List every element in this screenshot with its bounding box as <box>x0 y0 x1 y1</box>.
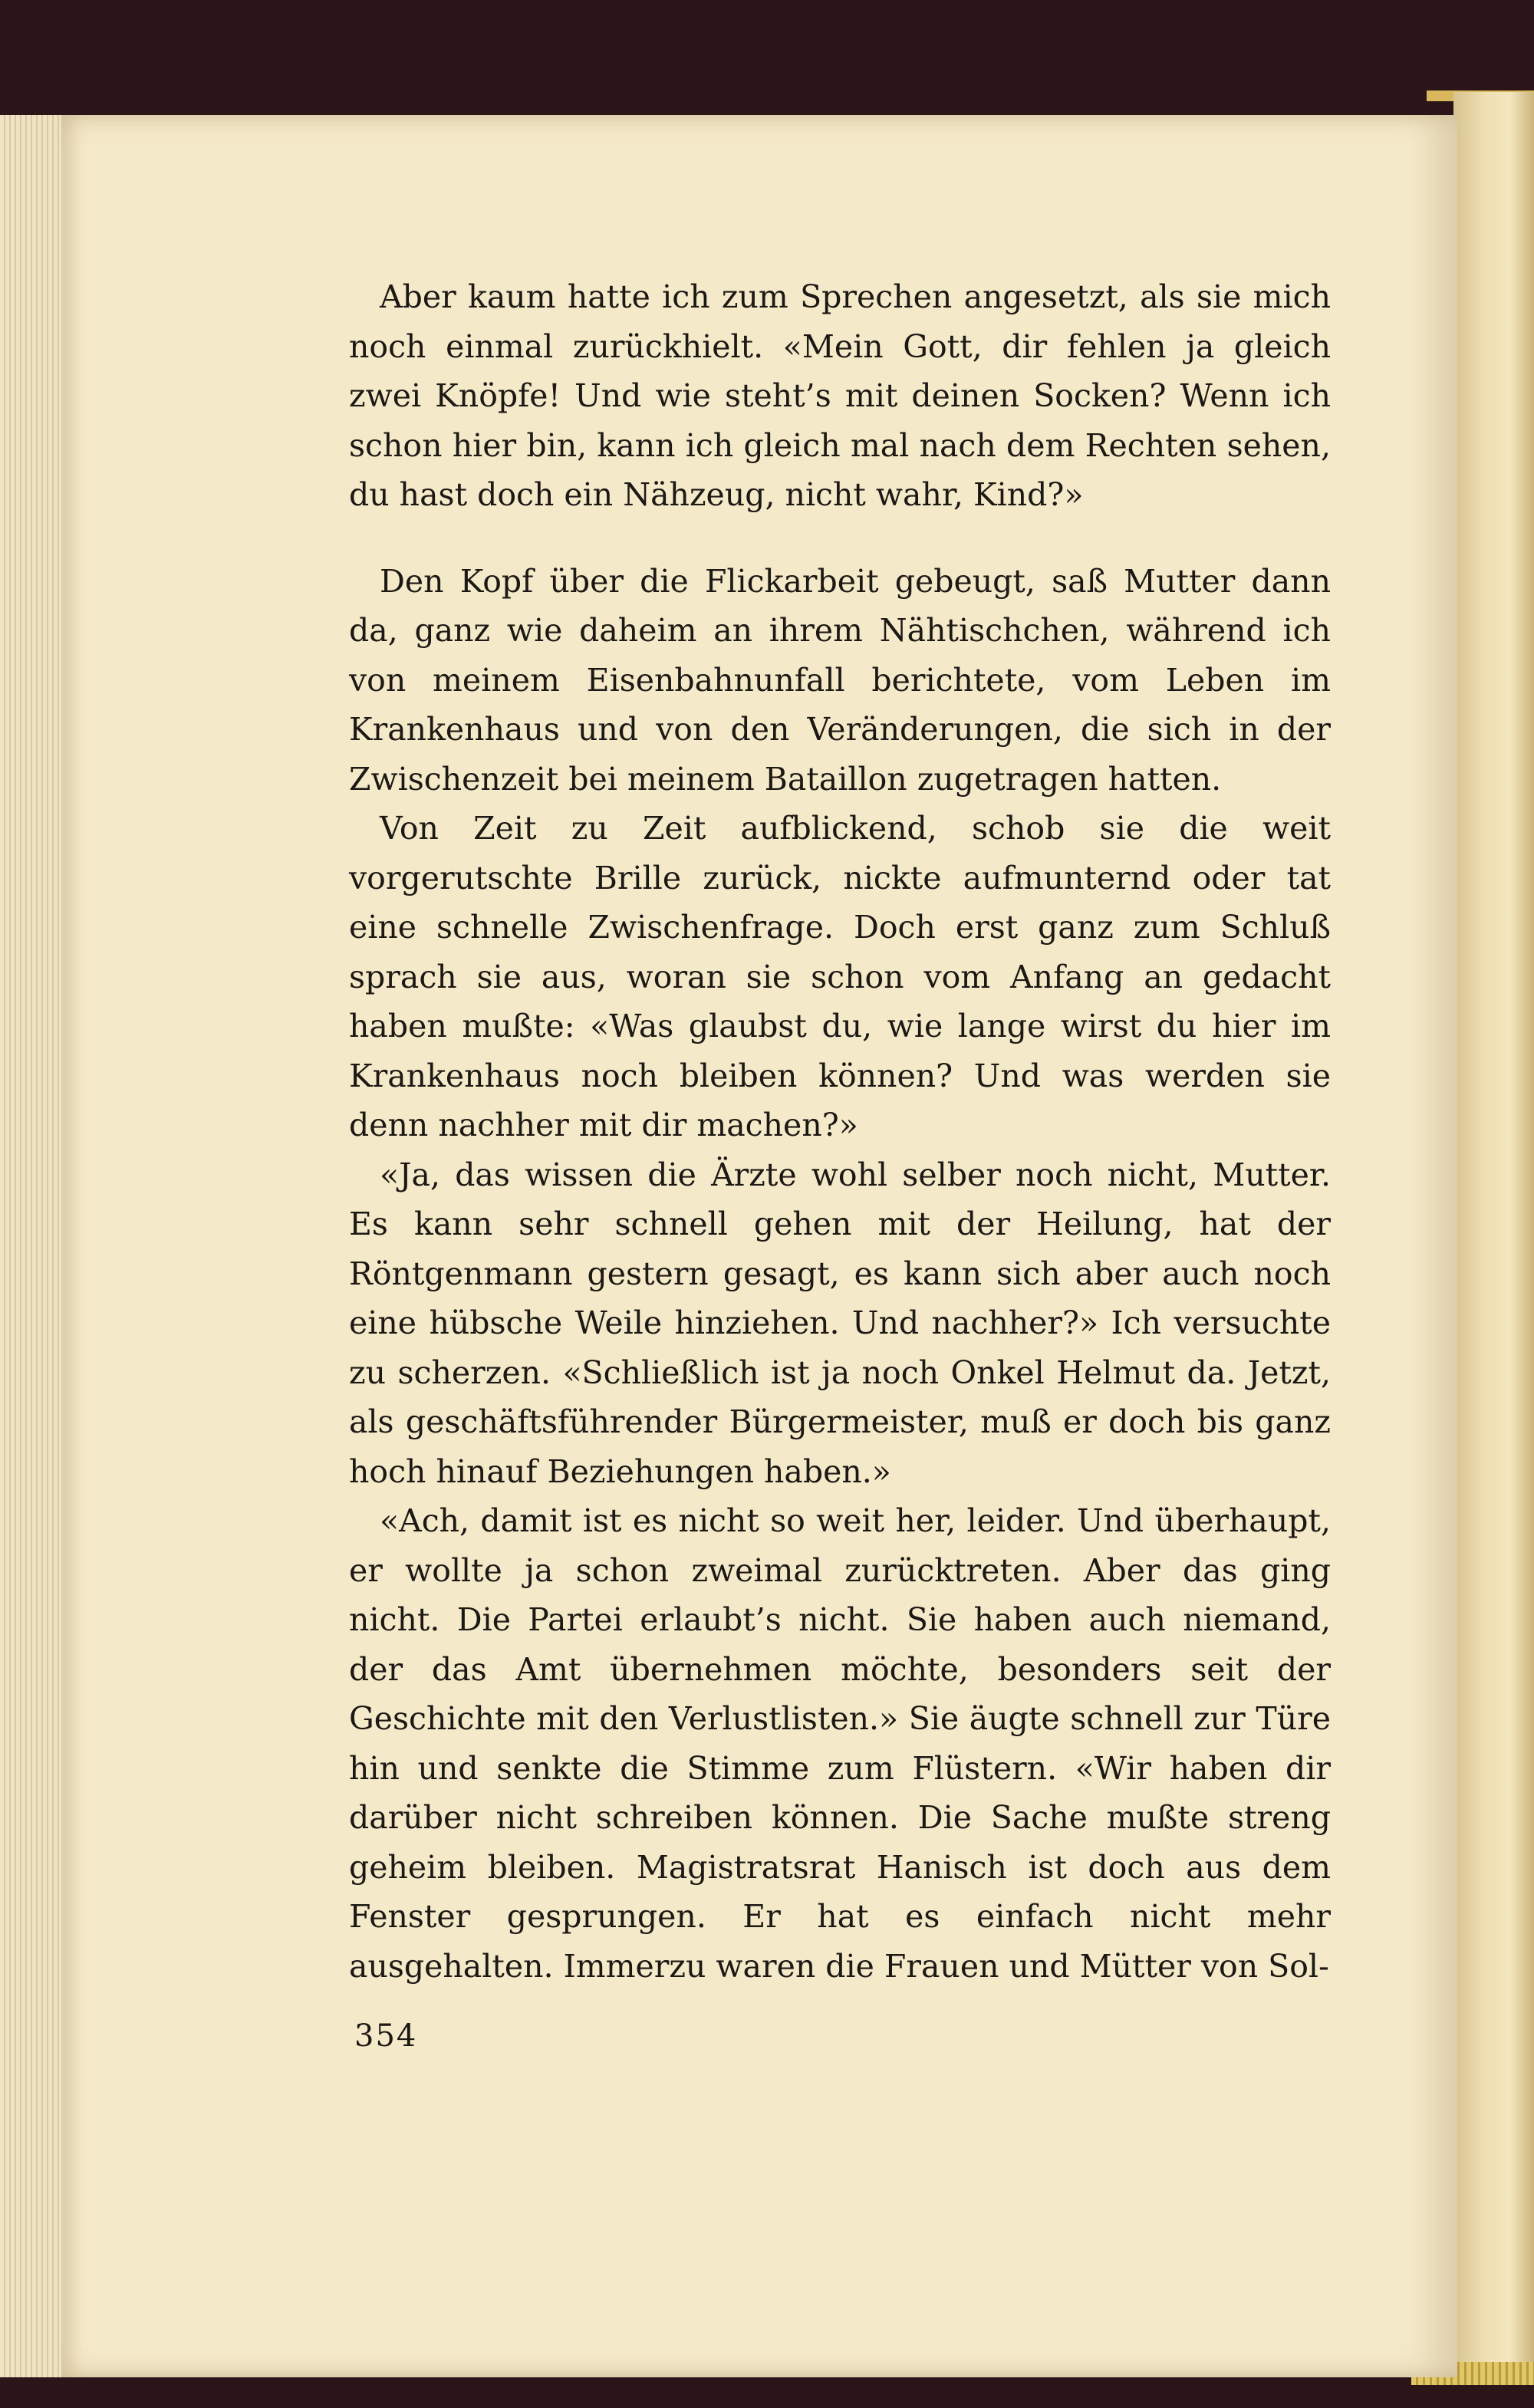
body-text <box>349 272 1331 1991</box>
paragraph-3: Von Zeit zu Zeit aufblickend, schob sie die weit vorgerutschte Brille zurück, nickte aufmunternd oder tat eine schnelle Zwischenfrage. Doch erst ganz zum Schluß sprach sie aus, woran sie schon vom Anfang an gedacht haben mußte: «Was glaubst du, wie lange wirst du hier im Krankenhaus noch bleiben können? Und was werden sie denn nachher mit dir machen?» <box>349 810 1331 1143</box>
book-gutter <box>1453 92 1534 2385</box>
paragraph-2: Den Kopf über die Flickarbeit gebeugt, saß Mutter dann da, ganz wie daheim an ihrem Nähtischchen, während ich von meinem Eisenbahnunfall berichtete, vom Leben im Krankenhaus und von den Veränderungen, die sich in der Zwischenzeit bei meinem Bataillon zugetragen hatten. <box>349 562 1331 798</box>
page-edges-left <box>0 115 71 2377</box>
paragraph-4: «Ja, das wissen die Ärzte wohl selber noch nicht, Mutter. Es kann sehr schnell gehen mit der Heilung, hat der Röntgenmann gestern gesagt, es kann sich aber auch noch eine hübsche Weile hinziehen. Und nachher?» Ich versuchte zu scherzen. «Schließlich ist ja noch Onkel Helmut da. Jetzt, als geschäftsführender Bürgermeister, muß er doch bis ganz hoch hinauf Beziehungen haben.» <box>349 1156 1331 1490</box>
paragraph-1: Aber kaum hatte ich zum Sprechen angesetzt, als sie mich noch einmal zurückhielt. «Mein Gott, dir fehlen ja gleich zwei Knöpfe! Und wie steht’s mit deinen Socken? Wenn ich schon hier bin, kann ich gleich mal nach dem Rechten sehen, du hast doch ein Nähzeug, nicht wahr, Kind?» <box>349 278 1331 513</box>
paragraph-5: «Ach, damit ist es nicht so weit her, leider. Und überhaupt, er wollte ja schon zweimal zurücktreten. Aber das ging nicht. Die Partei erlaubt’s nicht. Sie haben auch niemand, der das Amt übernehmen möchte, besonders seit der Geschichte mit den Verlustlisten.» Sie äugte schnell zur Türe hin und senkte die Stimme zum Flüstern. «Wir haben dir darüber nicht schreiben können. Die Sache mußte streng geheim bleiben. Magistratsrat Hanisch ist doch aus dem Fenster gesprungen. Er hat es einfach nicht mehr ausgehalten. Immerzu waren die Frauen und Mütter von Sol- <box>349 1502 1331 1985</box>
page-number: 354 <box>354 2018 418 2054</box>
